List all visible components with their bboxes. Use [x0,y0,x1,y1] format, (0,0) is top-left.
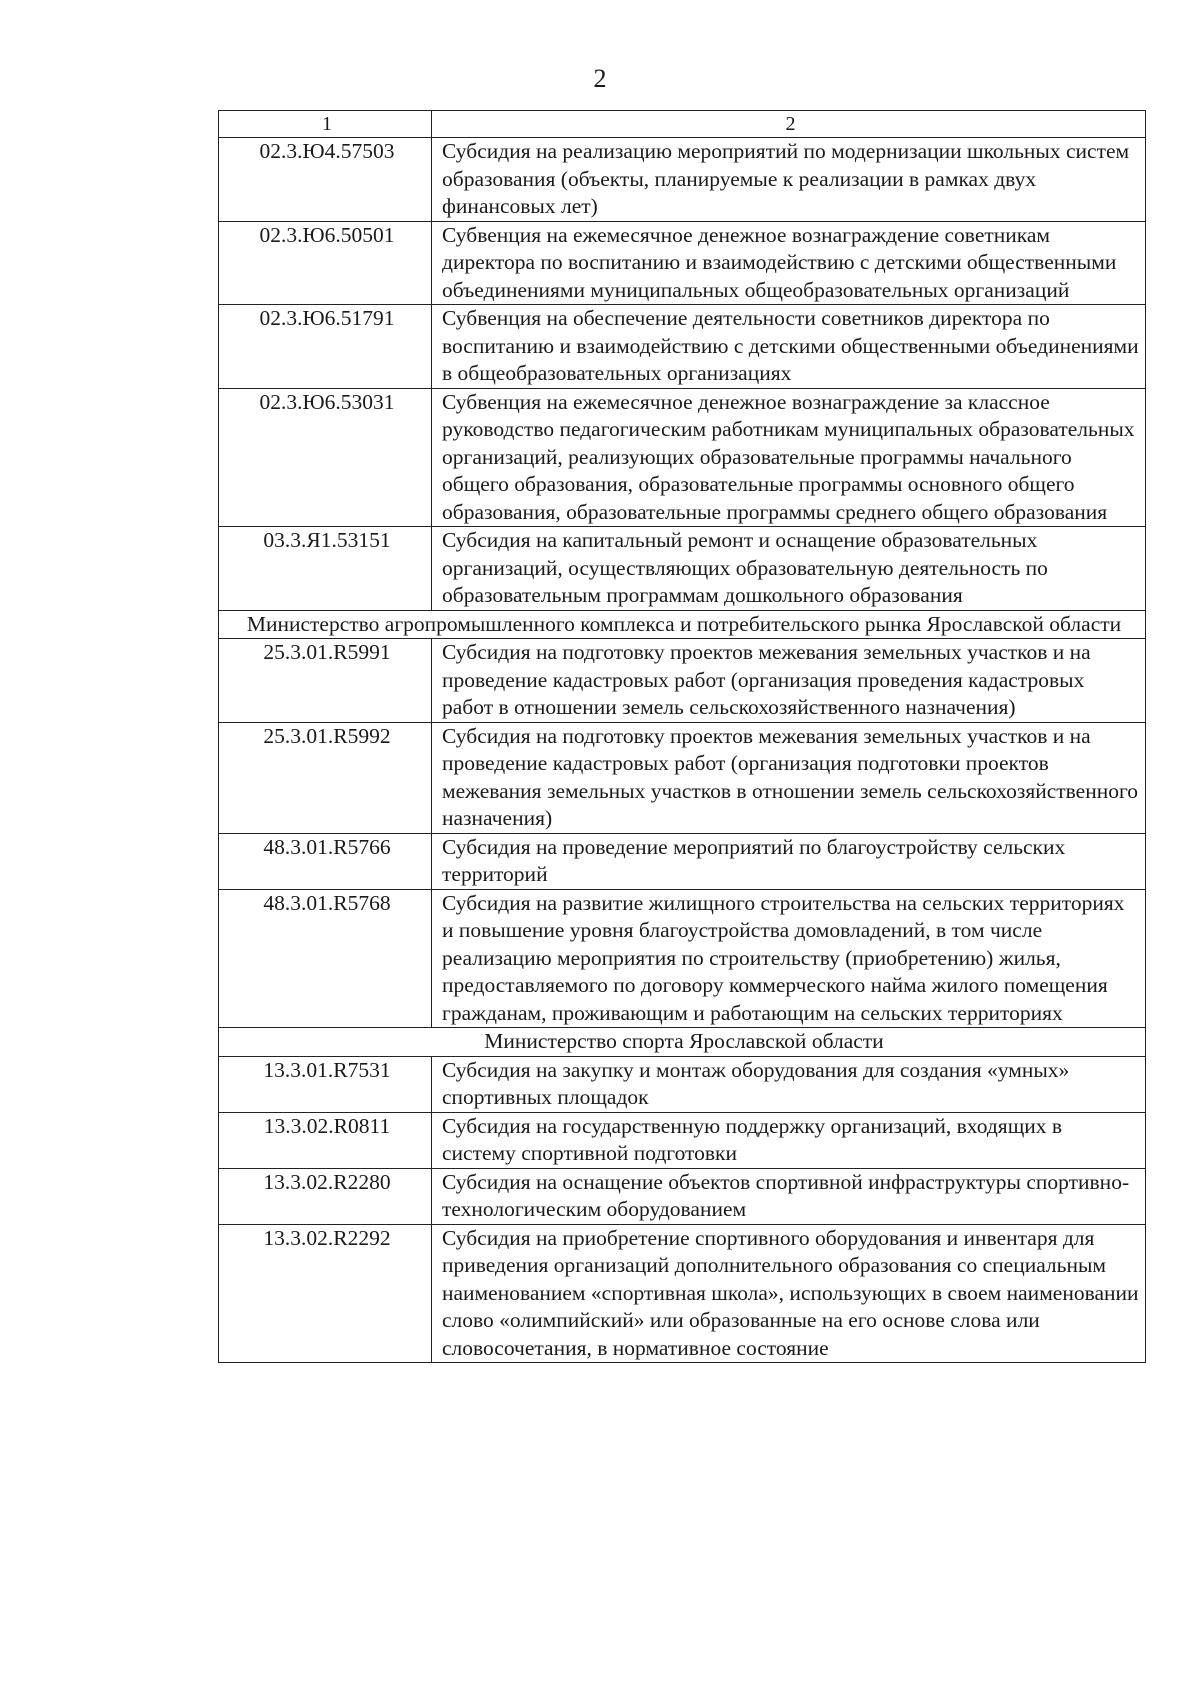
subsidy-description: Субсидия на приобретение спортивного оборудования и инвентаря для приведения организаций дополнительного образования со специальным наименованием «спортивная школа», использующих в своем наименовании слово «олимпийский» или образованные на его основе слова или словосочетания, в нормативное состояние [432,1224,1146,1363]
table-row [219,639,1146,723]
subsidy-description: Субсидия на подготовку проектов межевания земельных участков и на проведение кадастровых работ (организация проведения кадастровых работ в отношении земель сельскохозяйственного назначения) [432,639,1146,723]
table-row [219,1056,1146,1112]
budget-code: 25.3.01.R5992 [219,722,432,833]
table-row [219,527,1146,611]
budget-code: 13.3.02.R2292 [219,1224,432,1363]
subsidy-description: Субсидия на развитие жилищного строительства на сельских территориях и повышение уровня благоустройства домовладений, в том числе реализацию мероприятия по строительству (приобретению) жилья, предоставляемого по договору коммерческого найма жилого помещения гражданам, проживающим и работающим на сельских территориях [432,889,1146,1028]
section-row [219,1028,1146,1057]
section-title: Министерство агропромышленного комплекса и потребительского рынка Ярославской области [219,610,1146,639]
subsidy-description: Субвенция на ежемесячное денежное вознаграждение советникам директора по воспитанию и взаимодействию с детскими общественными объединениями муниципальных общеобразовательных организаций [432,221,1146,305]
subsidy-description: Субсидия на реализацию мероприятий по модернизации школьных систем образования (объекты, планируемые к реализации в рамках двух финансовых лет) [432,138,1146,222]
subsidy-description: Субвенция на ежемесячное денежное вознаграждение за классное руководство педагогическим работникам муниципальных образовательных организаций, реализующих образовательные программы начального общего образования, образовательные программы основного общего образования, образовательные программы среднего общего образования [432,388,1146,527]
column-header-1: 1 [219,111,432,138]
page-number: 2 [593,64,607,93]
subsidy-description: Субсидия на проведение мероприятий по благоустройству сельских территорий [432,833,1146,889]
table-row [219,138,1146,222]
subsidy-description: Субсидия на капитальный ремонт и оснащение образовательных организаций, осуществляющих образовательную деятельность по образовательным программам дошкольного образования [432,527,1146,611]
budget-code: 48.3.01.R5766 [219,833,432,889]
table-row [219,221,1146,305]
section-row [219,610,1146,639]
table-row [219,722,1146,833]
table-row [219,1112,1146,1168]
subsidy-description: Субсидия на закупку и монтаж оборудования для создания «умных» спортивных площадок [432,1056,1146,1112]
subsidy-description: Субвенция на обеспечение деятельности советников директора по воспитанию и взаимодействию с детскими общественными объединениями в общеобразовательных организациях [432,305,1146,389]
table-row [219,305,1146,389]
subsidy-description: Субсидия на оснащение объектов спортивной инфраструктуры спортивно-технологическим оборудованием [432,1168,1146,1224]
section-title: Министерство спорта Ярославской области [219,1028,1146,1057]
budget-code: 02.3.Ю6.53031 [219,388,432,527]
subsidies-table [218,110,1146,1363]
budget-code: 03.3.Я1.53151 [219,527,432,611]
budget-code: 13.3.02.R0811 [219,1112,432,1168]
table-row [219,833,1146,889]
table-header-row [219,111,1146,138]
budget-code: 13.3.02.R2280 [219,1168,432,1224]
table-row [219,1168,1146,1224]
budget-code: 48.3.01.R5768 [219,889,432,1028]
column-header-2: 2 [432,111,1146,138]
budget-code: 02.3.Ю4.57503 [219,138,432,222]
table-row [219,388,1146,527]
budget-code: 02.3.Ю6.50501 [219,221,432,305]
table-row [219,889,1146,1028]
budget-code: 13.3.01.R7531 [219,1056,432,1112]
table-row [219,1224,1146,1363]
budget-code: 25.3.01.R5991 [219,639,432,723]
budget-code: 02.3.Ю6.51791 [219,305,432,389]
subsidy-description: Субсидия на государственную поддержку организаций, входящих в систему спортивной подготовки [432,1112,1146,1168]
subsidy-description: Субсидия на подготовку проектов межевания земельных участков и на проведение кадастровых работ (организация подготовки проектов межевания земельных участков в отношении земель сельскохозяйственного назначения) [432,722,1146,833]
